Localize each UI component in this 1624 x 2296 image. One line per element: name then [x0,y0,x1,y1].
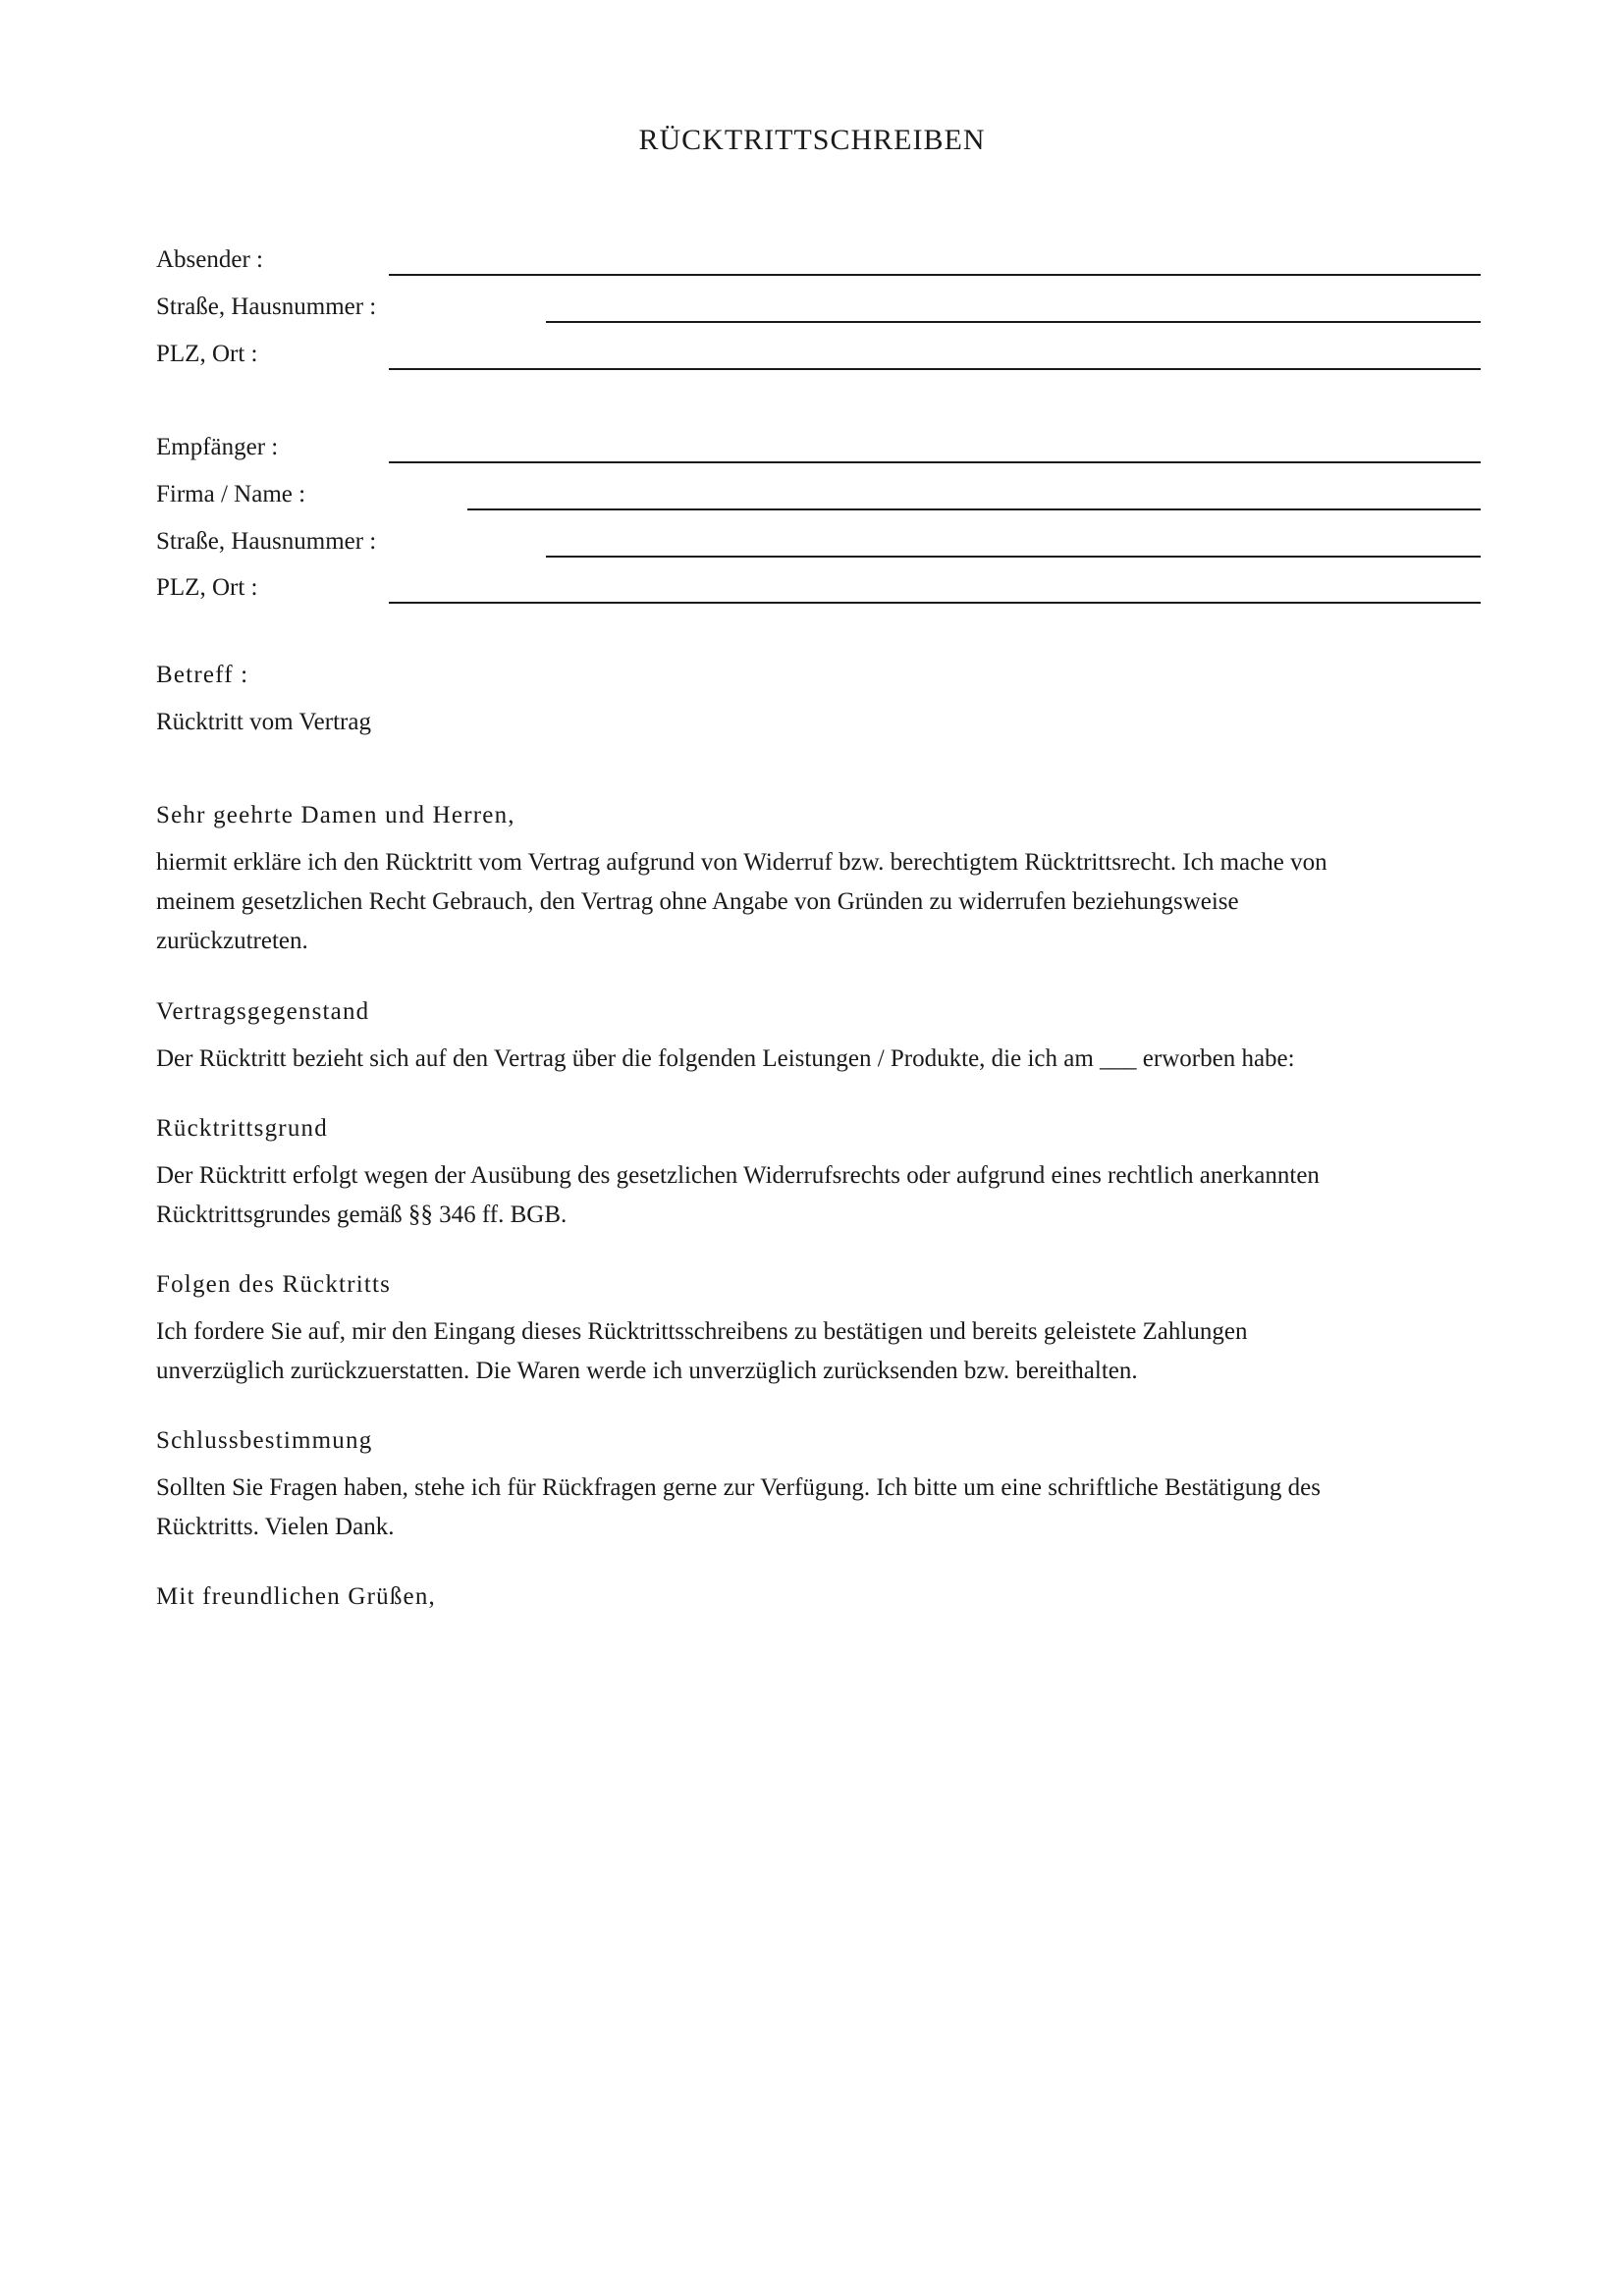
intro-line-3: zurückzutreten. [156,928,308,954]
sender-street-label: Straße, Hausnummer : [156,294,377,320]
section-object-line-1: Der Rücktritt bezieht sich auf den Vertrag über die folgenden Leistungen / Produkte, die ich am ___ erworben habe: [156,1045,1295,1072]
recipient-company-label: Firma / Name : [156,481,306,507]
recipient-street-label: Straße, Hausnummer : [156,528,377,555]
section-final-line-1: Sollten Sie Fragen haben, stehe ich für Rückfragen gerne zur Verfügung. Ich bitte um eine schriftliche Bestätigung des [156,1474,1321,1501]
section-final-line-2: Rücktritts. Vielen Dank. [156,1514,395,1540]
recipient-city-input-line[interactable] [389,602,1481,604]
subject-label: Betreff : [156,662,249,688]
recipient-company-field [156,463,1481,510]
subject-value: Rücktritt vom Vertrag [156,709,371,735]
sender-street-field [156,276,1481,323]
recipient-street-field [156,510,1481,558]
section-heading-final: Schlussbestimmung [156,1427,373,1454]
section-heading-consequences: Folgen des Rücktritts [156,1271,392,1298]
section-heading-object: Vertragsgegenstand [156,998,370,1025]
recipient-label: Empfänger : [156,434,279,460]
section-consequences-line-2: unverzüglich zurückzuerstatten. Die Waren werde ich unverzüglich zurücksenden bzw. bereithalten. [156,1358,1138,1384]
sender-label: Absender : [156,246,263,273]
section-reason-line-2: Rücktrittsgrundes gemäß §§ 346 ff. BGB. [156,1201,568,1228]
intro-line-2: meinem gesetzlichen Recht Gebrauch, den Vertrag ohne Angabe von Gründen zu widerrufen beziehungsweise [156,888,1239,915]
section-heading-reason: Rücktrittsgrund [156,1115,328,1142]
recipient-field [156,416,1481,463]
sender-field [156,229,1481,276]
recipient-city-label: PLZ, Ort : [156,574,258,601]
sender-city-input-line[interactable] [389,368,1481,370]
section-consequences-line-1: Ich fordere Sie auf, mir den Eingang dieses Rücktrittsschreibens zu bestätigen und bereits geleistete Zahlungen [156,1318,1248,1345]
section-reason-line-1: Der Rücktritt erfolgt wegen der Ausübung des gesetzlichen Widerrufsrechts oder aufgrund eines rechtlich anerkannten [156,1162,1320,1189]
sender-city-label: PLZ, Ort : [156,341,258,367]
salutation: Sehr geehrte Damen und Herren, [156,802,515,828]
sender-city-field [156,323,1481,370]
document-title: RÜCKTRITTSCHREIBEN [638,124,986,156]
closing: Mit freundlichen Grüßen, [156,1583,436,1610]
intro-line-1: hiermit erkläre ich den Rücktritt vom Vertrag aufgrund von Widerruf bzw. berechtigtem Rücktrittsrecht. Ich mache von [156,849,1327,876]
recipient-city-field [156,557,1481,604]
